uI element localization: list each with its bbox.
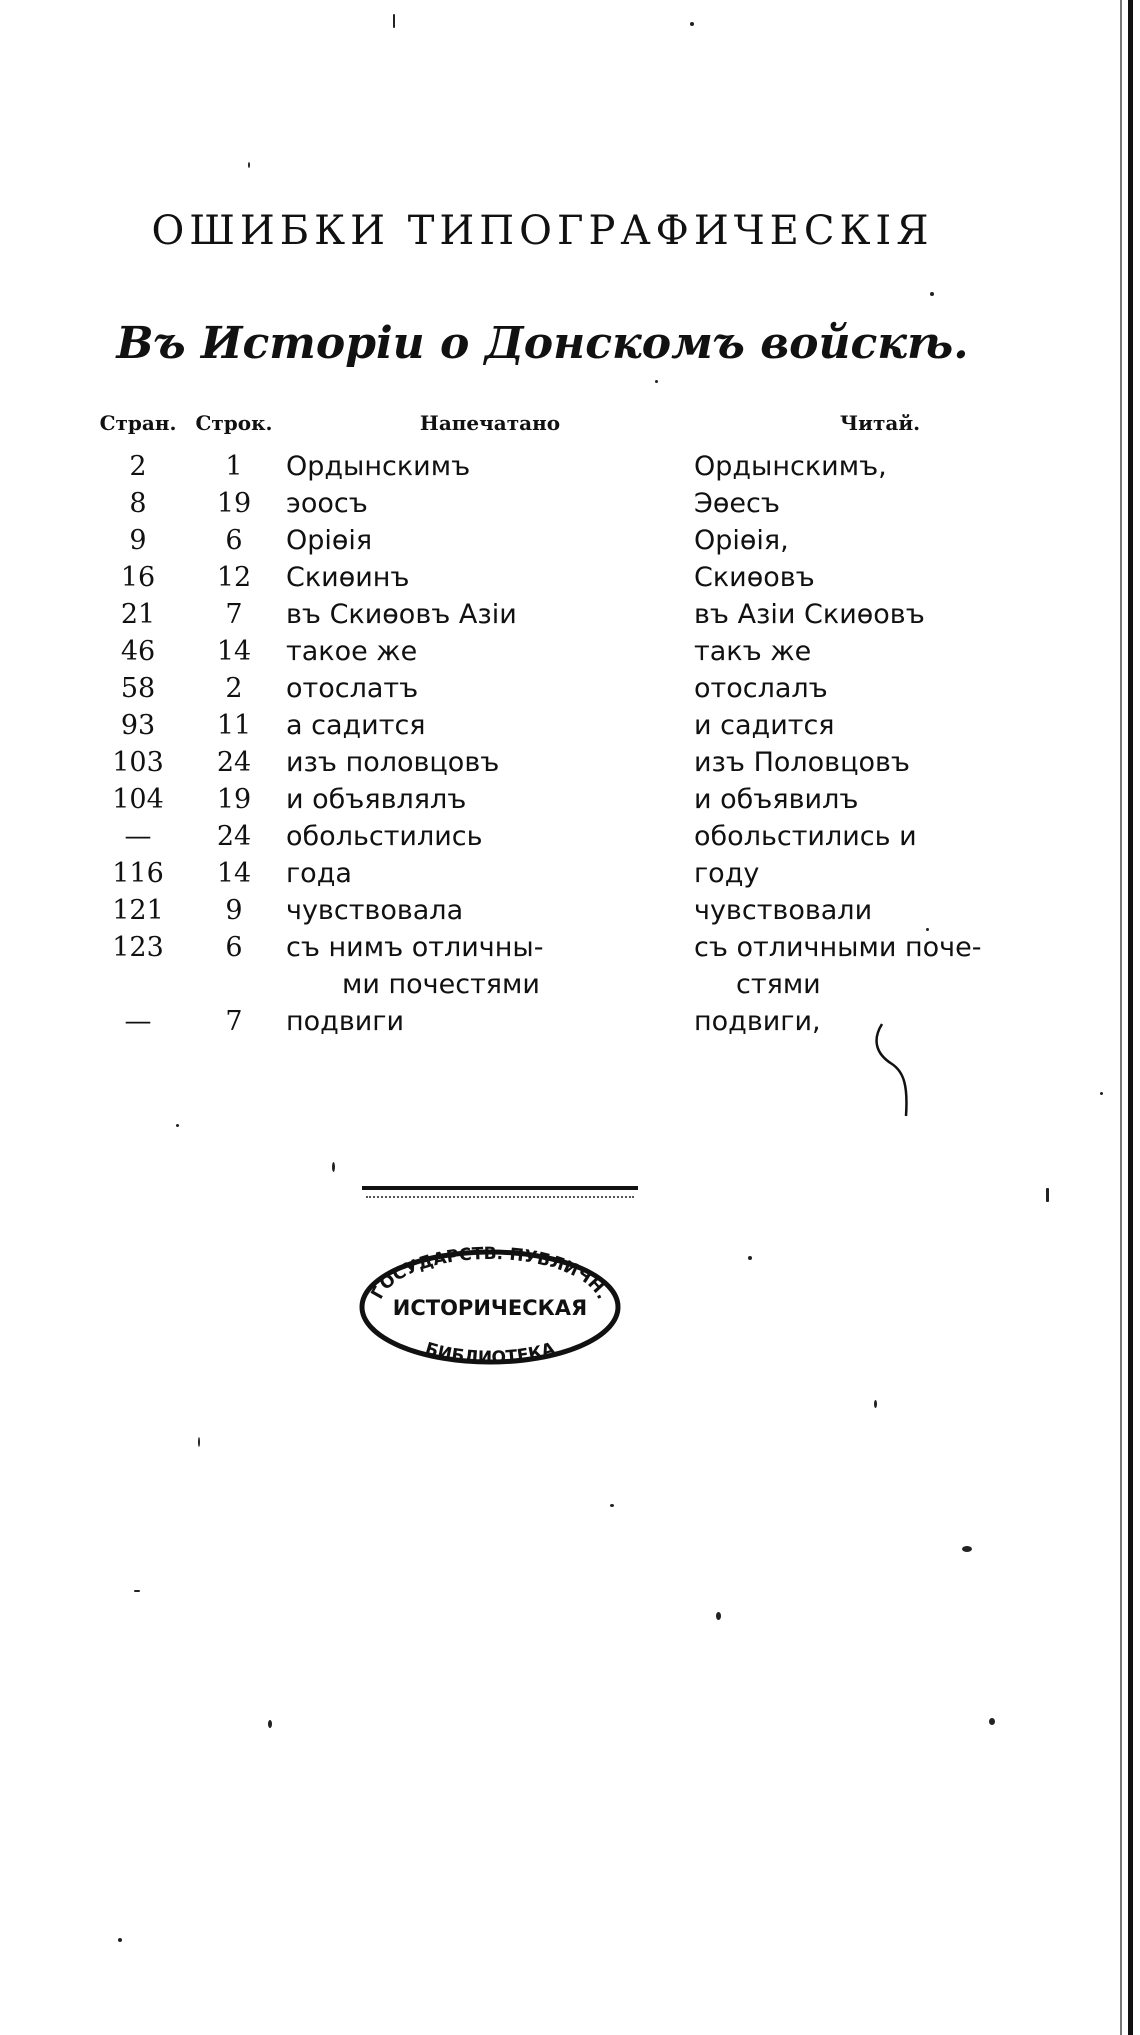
cell-read: Скиѳовъ — [694, 562, 815, 593]
paper-speck — [118, 1938, 122, 1942]
cell-read: Эѳесъ — [694, 488, 780, 519]
cell-printed: Оріѳія — [286, 525, 373, 556]
cell-page: 93 — [120, 710, 156, 741]
cell-page: 2 — [129, 451, 147, 482]
table-row — [88, 929, 1066, 966]
cell-line: 24 — [216, 821, 252, 852]
cell-page: 8 — [129, 488, 147, 519]
header-read: Читай. — [839, 411, 921, 435]
cell-printed: года — [286, 858, 352, 889]
cell-read: и объявилъ — [694, 784, 859, 815]
cell-page: 121 — [112, 895, 164, 926]
page-edge-shadow — [1120, 0, 1122, 2035]
cell-printed: изъ половцовъ — [286, 747, 500, 778]
cell-read: такъ же — [694, 636, 812, 667]
cell-read: въ Азіи Скиѳовъ — [694, 599, 925, 630]
paper-speck — [134, 1590, 140, 1592]
table-row — [88, 855, 1066, 892]
cell-printed: такое же — [286, 636, 418, 667]
library-stamp — [350, 1245, 630, 1370]
cell-read: обольстились и — [694, 821, 917, 852]
cell-line: 7 — [225, 599, 243, 630]
cell-printed: ми почестями — [342, 969, 540, 1000]
table-row — [88, 485, 1066, 522]
table-row — [88, 892, 1066, 929]
page-subtitle: Въ Исторіи о Донскомъ войскѣ. — [116, 318, 969, 369]
paper-speck — [930, 292, 934, 296]
table-row — [88, 559, 1066, 596]
cell-line: 2 — [225, 673, 243, 704]
table-row — [88, 522, 1066, 559]
end-rule — [362, 1186, 638, 1190]
stamp-top-text: ГОСУДАРСТВ. ПУБЛИЧН. — [367, 1245, 613, 1303]
cell-printed: и объявлялъ — [286, 784, 467, 815]
cell-read: стями — [736, 969, 821, 1000]
cell-read: изъ Половцовъ — [694, 747, 910, 778]
cell-read: съ отличными поче- — [694, 932, 982, 963]
paper-speck — [748, 1256, 752, 1260]
table-row — [88, 448, 1066, 485]
cell-page: 9 — [129, 525, 147, 556]
cell-read: году — [694, 858, 760, 889]
cell-line: 19 — [216, 784, 252, 815]
stamp-bottom-text: БИБЛИОТЕКА — [422, 1338, 558, 1369]
cell-printed: съ нимъ отличны- — [286, 932, 544, 963]
cell-line: 9 — [225, 895, 243, 926]
paper-speck — [690, 22, 694, 26]
cell-line: 24 — [216, 747, 252, 778]
table-row — [88, 781, 1066, 818]
cell-line: 19 — [216, 488, 252, 519]
cell-printed: эоосъ — [286, 488, 368, 519]
header-page: Стран. — [99, 411, 177, 435]
cell-page: 123 — [112, 932, 164, 963]
cell-page: 16 — [120, 562, 156, 593]
paper-speck — [874, 1400, 877, 1408]
cell-read: Оріѳія, — [694, 525, 789, 556]
cell-line: 14 — [216, 636, 252, 667]
cell-printed: а садится — [286, 710, 426, 741]
cell-printed: Ордынскимъ — [286, 451, 471, 482]
errata-table — [88, 410, 1066, 1040]
cell-line: 14 — [216, 858, 252, 889]
header-printed: Напечатано — [419, 411, 561, 435]
paper-speck — [248, 162, 250, 168]
table-row — [88, 818, 1066, 855]
errata-header-row — [88, 410, 1066, 448]
ink-stroke-mark — [870, 1020, 920, 1120]
cell-printed: отослатъ — [286, 673, 419, 704]
paper-speck — [716, 1612, 721, 1620]
table-row — [88, 670, 1066, 707]
cell-page: 58 — [120, 673, 156, 704]
stamp-middle-text: ИСТОРИЧЕСКАЯ — [392, 1296, 588, 1320]
cell-page: 104 — [112, 784, 164, 815]
header-line: Строк. — [195, 411, 273, 435]
cell-read: отослалъ — [694, 673, 828, 704]
cell-printed: подвиги — [286, 1006, 405, 1037]
cell-page: — — [124, 821, 152, 852]
page-edge — [1128, 0, 1133, 2035]
cell-line: 1 — [225, 451, 243, 482]
page-title: ОШИБКИ ТИПОГРАФИЧЕСКІЯ — [151, 208, 934, 254]
cell-printed: въ Скиѳовъ Азіи — [286, 599, 517, 630]
paper-speck — [268, 1720, 272, 1728]
paper-speck — [655, 380, 658, 383]
end-rule-dots — [366, 1196, 634, 1198]
cell-read: и садится — [694, 710, 835, 741]
cell-page — [88, 966, 188, 1003]
paper-speck — [926, 928, 929, 931]
cell-page: 103 — [112, 747, 164, 778]
paper-speck — [1046, 1188, 1049, 1202]
cell-line: 7 — [225, 1006, 243, 1037]
table-row — [88, 707, 1066, 744]
cell-line: 11 — [216, 710, 252, 741]
paper-speck — [332, 1162, 335, 1172]
table-row — [88, 633, 1066, 670]
paper-speck — [1100, 1092, 1103, 1095]
table-row — [88, 596, 1066, 633]
cell-line — [188, 966, 280, 1003]
cell-line: 6 — [225, 525, 243, 556]
cell-read: подвиги, — [694, 1006, 821, 1037]
cell-line: 12 — [216, 562, 252, 593]
paper-speck — [176, 1124, 179, 1127]
cell-page: — — [124, 1006, 152, 1037]
cell-page: 46 — [120, 636, 156, 667]
cell-read: чувствовали — [694, 895, 873, 926]
paper-speck — [198, 1437, 200, 1447]
paper-speck — [962, 1546, 972, 1552]
table-row-continuation — [88, 966, 1066, 1003]
cell-page: 116 — [112, 858, 164, 889]
cell-printed: чувствовала — [286, 895, 464, 926]
cell-read: Ордынскимъ, — [694, 451, 887, 482]
table-row — [88, 744, 1066, 781]
cell-page: 21 — [120, 599, 156, 630]
paper-speck — [393, 14, 395, 28]
paper-speck — [989, 1718, 995, 1725]
cell-printed: обольстились — [286, 821, 483, 852]
cell-line: 6 — [225, 932, 243, 963]
cell-printed: Скиѳинъ — [286, 562, 410, 593]
paper-speck — [610, 1504, 614, 1507]
